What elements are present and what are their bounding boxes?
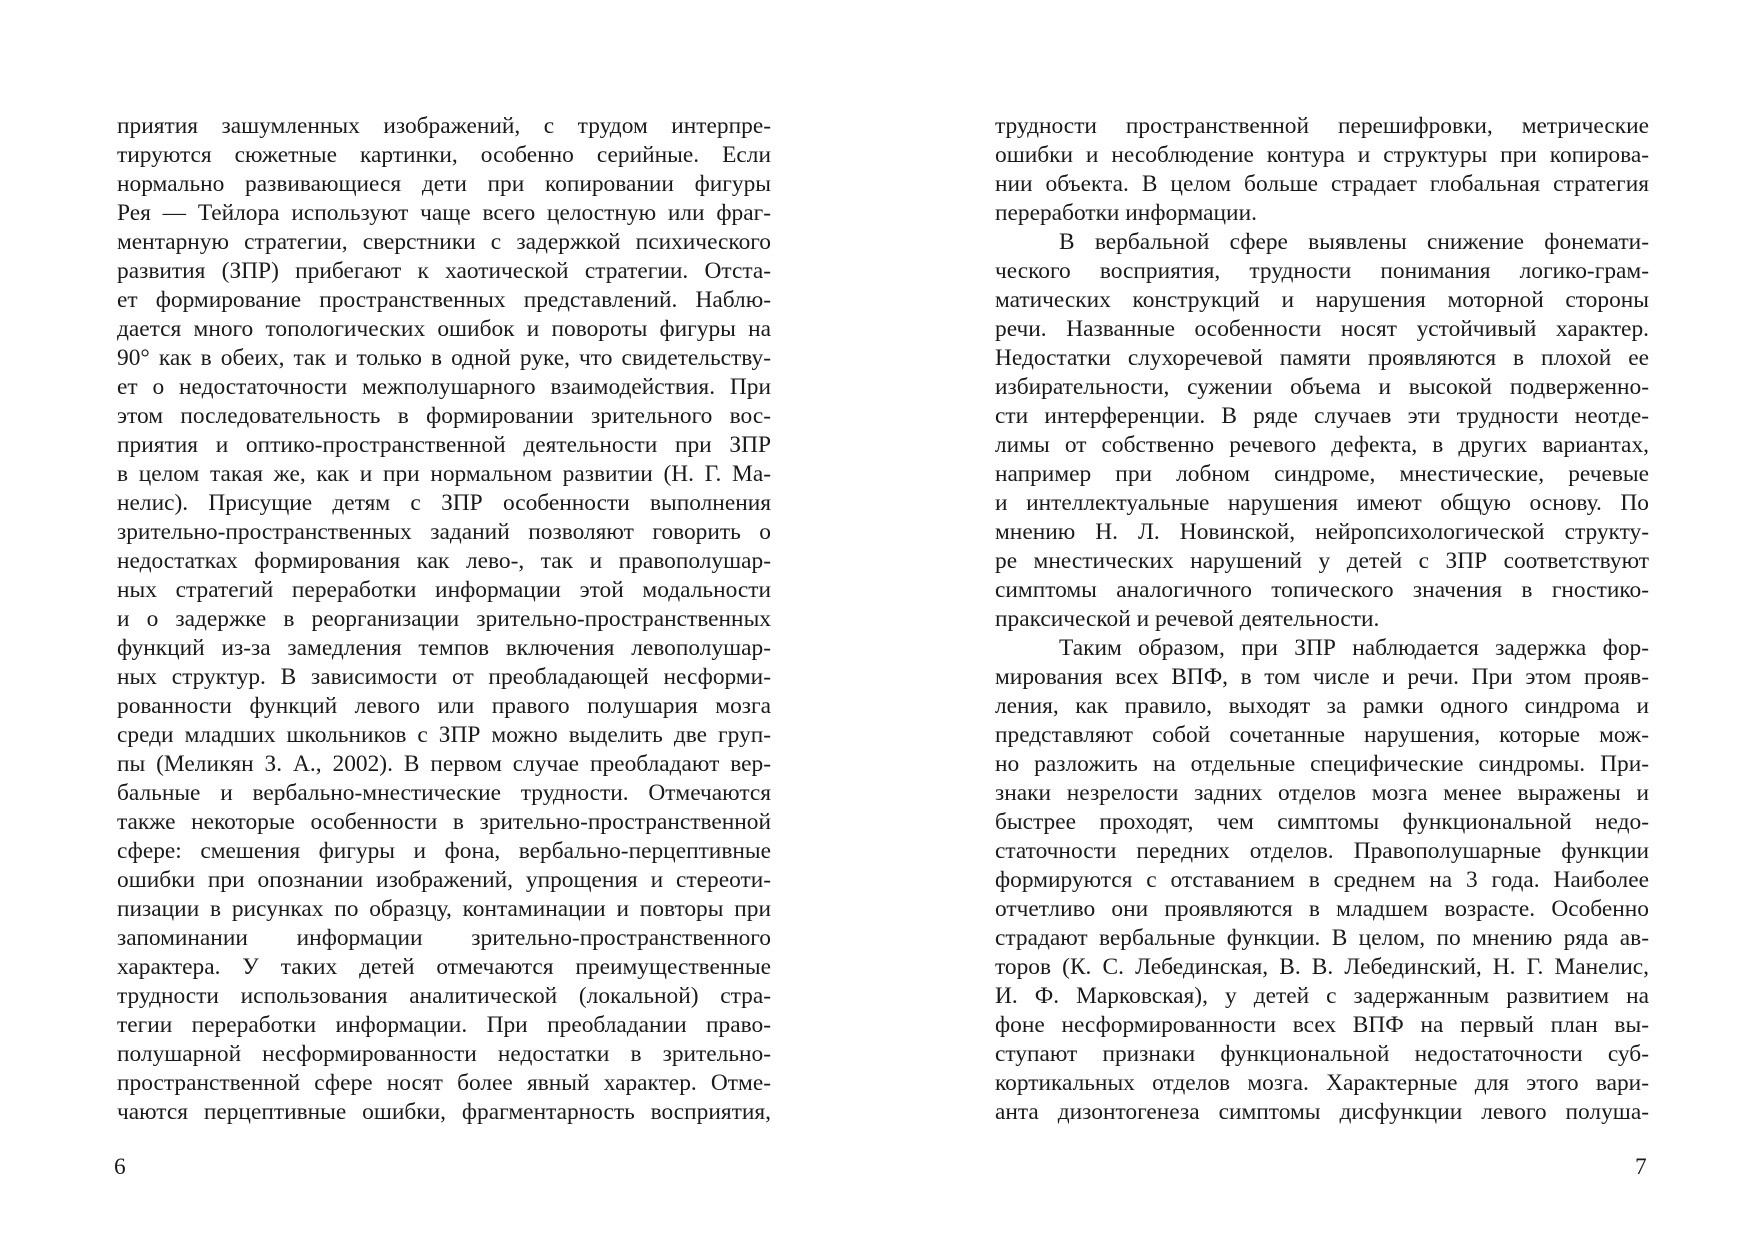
text-line: ческого восприятия, трудности понимания логико-грам- bbox=[995, 258, 1649, 284]
text-line: ошибки при опознании изображений, упрощения и стереоти- bbox=[117, 867, 771, 893]
page-number: 7 bbox=[1635, 1154, 1647, 1180]
text-line: также некоторые особенности в зрительно-пространственной bbox=[117, 809, 771, 835]
text-line: мирования всех ВПФ, в том числе и речи. При этом прояв- bbox=[995, 664, 1649, 690]
text-line: рованности функций левого или правого полушария мозга bbox=[117, 693, 771, 719]
text-line: матических конструкций и нарушения моторной стороны bbox=[995, 287, 1649, 313]
text-line: трудности использования аналитической (локальной) стра- bbox=[117, 983, 771, 1009]
text-line: характера. У таких детей отмечаются преимущественные bbox=[117, 954, 771, 980]
text-line: и о задержке в реорганизации зрительно-пространственных bbox=[117, 606, 771, 632]
text-line: ных структур. В зависимости от преобладающей несформи- bbox=[117, 664, 771, 690]
text-line: избирательности, сужении объема и высокой подверженно- bbox=[995, 374, 1649, 400]
text-line: знаки незрелости задних отделов мозга менее выражены и bbox=[995, 780, 1649, 806]
text-line: ет о недостаточности межполушарного взаимодействия. При bbox=[117, 374, 771, 400]
text-line: ет формирование пространственных представлений. Наблю- bbox=[117, 287, 771, 313]
text-line: пы (Меликян З. А., 2002). В первом случае преобладают вер- bbox=[117, 751, 771, 777]
text-line: ре мнестических нарушений у детей с ЗПР соответствуют bbox=[995, 548, 1649, 574]
text-line: анта дизонтогенеза симптомы дисфункции левого полуша- bbox=[995, 1099, 1649, 1125]
text-line: статочности передних отделов. Правополушарные функции bbox=[995, 838, 1649, 864]
text-line: приятия зашумленных изображений, с трудом интерпре- bbox=[117, 113, 771, 139]
text-line: сти интерференции. В ряде случаев эти трудности неотде- bbox=[995, 403, 1649, 429]
text-line: чаются перцептивные ошибки, фрагментарность восприятия, bbox=[117, 1099, 771, 1125]
text-line: трудности пространственной перешифровки, метрические bbox=[995, 113, 1649, 139]
text-line: фоне несформированности всех ВПФ на первый план вы- bbox=[995, 1012, 1649, 1038]
text-line: мнению Н. Л. Новинской, нейропсихологической структу- bbox=[995, 519, 1649, 545]
page-number: 6 bbox=[114, 1154, 126, 1180]
left-page bbox=[0, 0, 877, 1241]
text-line: быстрее проходят, чем симптомы функциональной недо- bbox=[995, 809, 1649, 835]
text-line: запоминании информации зрительно-пространственного bbox=[117, 925, 771, 951]
text-line: И. Ф. Марковская), у детей с задержанным развитием на bbox=[995, 983, 1649, 1009]
text-line: пизации в рисунках по образцу, контаминации и повторы при bbox=[117, 896, 771, 922]
text-line: недостатках формирования как лево-, так и правополушар- bbox=[117, 548, 771, 574]
text-line: представляют собой сочетанные нарушения, которые мож- bbox=[995, 722, 1649, 748]
text-line: нии объекта. В целом больше страдает глобальная стратегия bbox=[995, 171, 1649, 197]
text-line: тегии переработки информации. При преобладании право- bbox=[117, 1012, 771, 1038]
text-line: кортикальных отделов мозга. Характерные для этого вари- bbox=[995, 1070, 1649, 1096]
paragraph-end-line: переработки информации. bbox=[995, 200, 1257, 226]
text-line: лимы от собственно речевого дефекта, в других вариантах, bbox=[995, 432, 1649, 458]
paragraph-start-line: Таким образом, при ЗПР наблюдается задержка фор- bbox=[1059, 635, 1649, 661]
text-line: сфере: смешения фигуры и фона, вербально-перцептивные bbox=[117, 838, 771, 864]
text-line: например при лобном синдроме, мнестические, речевые bbox=[995, 461, 1649, 487]
text-line: отчетливо они проявляются в младшем возрасте. Особенно bbox=[995, 896, 1649, 922]
paragraph-start-line: В вербальной сфере выявлены снижение фонемати- bbox=[1059, 229, 1649, 255]
text-line: нелис). Присущие детям с ЗПР особенности выполнения bbox=[117, 490, 771, 516]
text-line: Рея — Тейлора используют чаще всего целостную или фраг- bbox=[117, 200, 771, 226]
text-line: в целом такая же, как и при нормальном развитии (Н. Г. Ма- bbox=[117, 461, 771, 487]
text-line: ментарную стратегии, сверстники с задержкой психического bbox=[117, 229, 771, 255]
text-line: и интеллектуальные нарушения имеют общую основу. По bbox=[995, 490, 1649, 516]
text-line: страдают вербальные функции. В целом, по мнению ряда ав- bbox=[995, 925, 1649, 951]
text-line: ных стратегий переработки информации этой модальности bbox=[117, 577, 771, 603]
text-line: развития (ЗПР) прибегают к хаотической стратегии. Отста- bbox=[117, 258, 771, 284]
text-line: торов (К. С. Лебединская, В. В. Лебединский, Н. Г. Манелис, bbox=[995, 954, 1649, 980]
text-line: бальные и вербально-мнестические трудности. Отмечаются bbox=[117, 780, 771, 806]
text-line: нормально развивающиеся дети при копировании фигуры bbox=[117, 171, 771, 197]
right-page-text-column bbox=[995, 112, 1649, 1127]
left-page-text-column bbox=[117, 112, 771, 1127]
text-line: полушарной несформированности недостатки в зрительно- bbox=[117, 1041, 771, 1067]
text-line: тируются сюжетные картинки, особенно серийные. Если bbox=[117, 142, 771, 168]
text-line: зрительно-пространственных заданий позволяют говорить о bbox=[117, 519, 771, 545]
text-line: дается много топологических ошибок и повороты фигуры на bbox=[117, 316, 771, 342]
text-line: формируются с отставанием в среднем на 3 года. Наиболее bbox=[995, 867, 1649, 893]
text-line: этом последовательность в формировании зрительного вос- bbox=[117, 403, 771, 429]
text-line: Недостатки слухоречевой памяти проявляются в плохой ее bbox=[995, 345, 1649, 371]
text-line: 90° как в обеих, так и только в одной руке, что свидетельству- bbox=[117, 345, 771, 371]
text-line: речи. Названные особенности носят устойчивый характер. bbox=[995, 316, 1649, 342]
text-line: среди младших школьников с ЗПР можно выделить две груп- bbox=[117, 722, 771, 748]
text-line: ления, как правило, выходят за рамки одного синдрома и bbox=[995, 693, 1649, 719]
right-page bbox=[877, 0, 1755, 1241]
text-line: ступают признаки функциональной недостаточности суб- bbox=[995, 1041, 1649, 1067]
text-line: симптомы аналогичного топического значения в гностико- bbox=[995, 577, 1649, 603]
text-line: функций из-за замедления темпов включения левополушар- bbox=[117, 635, 771, 661]
text-line: но разложить на отдельные специфические синдромы. При- bbox=[995, 751, 1649, 777]
text-line: ошибки и несоблюдение контура и структуры при копирова- bbox=[995, 142, 1649, 168]
paragraph-end-line: праксической и речевой деятельности. bbox=[995, 606, 1380, 632]
text-line: приятия и оптико-пространственной деятельности при ЗПР bbox=[117, 432, 771, 458]
text-line: пространственной сфере носят более явный характер. Отме- bbox=[117, 1070, 771, 1096]
